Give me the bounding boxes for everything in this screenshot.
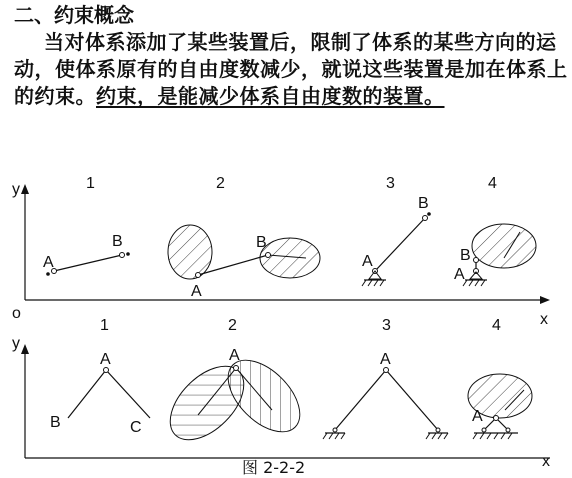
bottom3-label-a: A	[380, 351, 391, 368]
top-fig-1	[43, 233, 130, 276]
bottom-fig-2	[157, 347, 313, 453]
top1-label-a: A	[43, 254, 54, 271]
underlined-definition: 约束，是能减少体系自由度数的装置。	[96, 84, 445, 108]
top-number-4: 4	[488, 175, 497, 192]
section-heading: 二、约束概念	[14, 3, 134, 27]
bottom-number-3: 3	[382, 317, 391, 334]
bottom-number-2: 2	[228, 317, 237, 334]
top3-label-b: B	[418, 195, 429, 212]
bottom1-label-b: B	[50, 414, 61, 431]
top2-label-a: A	[191, 283, 202, 300]
top1-label-b: B	[112, 233, 123, 250]
bottom1-label-c: C	[130, 419, 142, 436]
figure-caption: 图 2-2-2	[242, 458, 306, 477]
bottom-number-1: 1	[100, 317, 109, 334]
paragraph-text: 当对体系添加了某些装置后，限制了体系的某些方向的运动，使体系原有的自由度数减少，就说这些装置是加在体系上的约束。	[14, 30, 568, 108]
top-y-label: y	[12, 181, 20, 198]
top-number-3: 3	[386, 175, 395, 192]
top-number-2: 2	[216, 175, 225, 192]
bottom-fig-3	[323, 351, 448, 439]
top-fig-3	[362, 195, 431, 286]
top-x-label: x	[540, 311, 548, 328]
bottom4-label-a: A	[472, 408, 483, 425]
top4-label-b: B	[460, 247, 471, 264]
bottom-x-label: x	[542, 453, 550, 470]
bottom-y-label: y	[12, 335, 20, 352]
top-fig-4	[454, 224, 536, 286]
text-block	[14, 2, 570, 110]
top4-label-a: A	[454, 266, 465, 283]
bottom2-label-a: A	[229, 347, 240, 364]
top2-label-b: B	[256, 234, 267, 251]
bottom-fig-4	[468, 374, 532, 439]
bottom-number-4: 4	[492, 317, 501, 334]
bottom-fig-1	[50, 351, 150, 436]
top-number-1: 1	[86, 175, 95, 192]
paragraph	[14, 29, 570, 110]
top-origin-label: o	[12, 305, 21, 322]
top-fig-2	[168, 225, 320, 300]
bottom1-label-a: A	[100, 351, 111, 368]
top3-label-a: A	[362, 253, 373, 270]
